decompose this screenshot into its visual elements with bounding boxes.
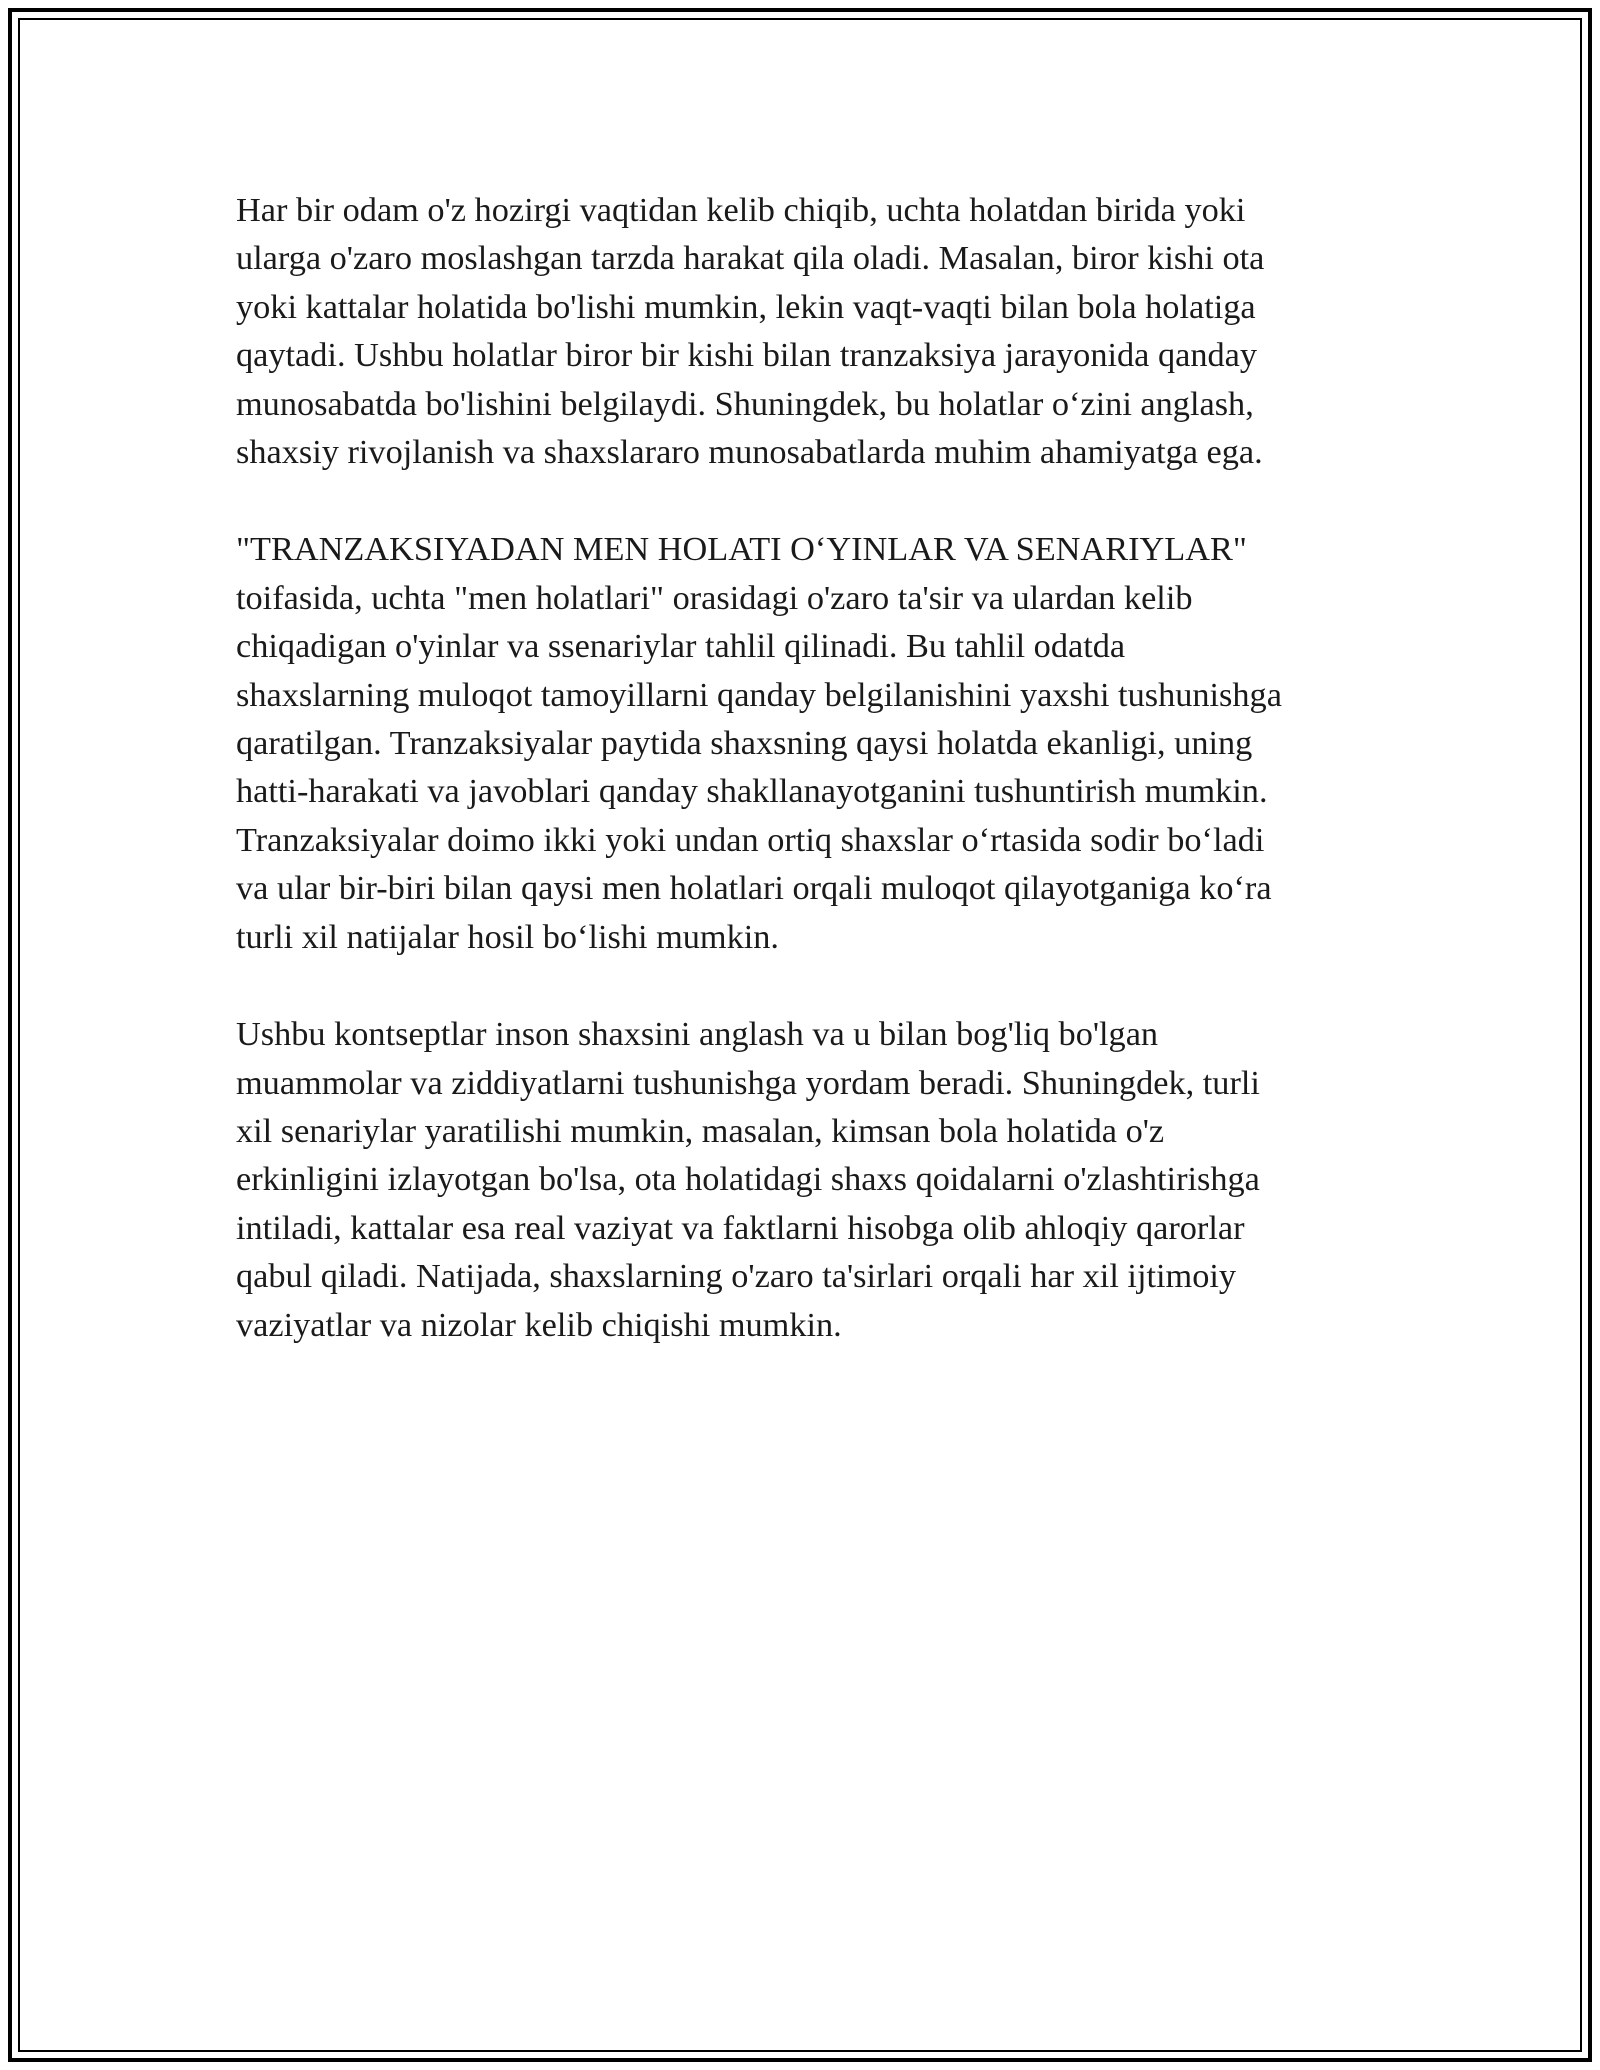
- paragraph-line: shaxsiy rivojlanish va shaxslararo munosabatlarda muhim ahamiyatga ega.: [236, 433, 1263, 472]
- paragraph-line: shaxslarning muloqot tamoyillarni qanday belgilanishini yaxshi tushunishga: [236, 675, 1282, 714]
- paragraph-line: Har bir odam o'z hozirgi vaqtidan kelib chiqib, uchta holatdan birida yoki: [236, 191, 1246, 229]
- paragraph-line: munosabatda bo'lishini belgilaydi. Shuningdek, bu holatlar o‘zini anglash,: [236, 384, 1254, 423]
- paragraph-line: Ushbu kontseptlar inson shaxsini anglash va u bilan bog'liq bo'lgan: [236, 1015, 1159, 1054]
- paragraph-line: muammolar va ziddiyatlarni tushunishga yordam beradi. Shuningdek, turli: [236, 1063, 1260, 1102]
- paragraph-line: "TRANZAKSIYADAN MEN HOLATI O‘YINLAR VA SENARIYLAR": [236, 530, 1247, 569]
- paragraph-line: hatti-harakati va javoblari qanday shakllanayotganini tushuntirish mumkin.: [236, 772, 1268, 811]
- paragraph-line: turli xil natijalar hosil bo‘lishi mumkin.: [236, 917, 779, 956]
- paragraph-line: qabul qiladi. Natijada, shaxslarning o'zaro ta'sirlari orqali har xil ijtimoiy: [236, 1257, 1237, 1296]
- paragraph-line: toifasida, uchta "men holatlari" orasidagi o'zaro ta'sir va ulardan kelib: [236, 578, 1193, 617]
- paragraph-2: [236, 525, 1366, 961]
- paragraph-line: va ular bir-biri bilan qaysi men holatlari orqali muloqot qilayotganiga ko‘ra: [236, 869, 1272, 908]
- paragraph-line: xil senariylar yaratilishi mumkin, masalan, kimsan bola holatida o'z: [236, 1111, 1165, 1150]
- paragraph-line: vaziyatlar va nizolar kelib chiqishi mumkin.: [236, 1305, 842, 1344]
- paragraph-line: chiqadigan o'yinlar va ssenariylar tahlil qilinadi. Bu tahlil odatda: [236, 627, 1126, 666]
- paragraph-1: [236, 186, 1366, 476]
- paragraph-line: ularga o'zaro moslashgan tarzda harakat qila oladi. Masalan, biror kishi ota: [236, 239, 1265, 278]
- document-body: [236, 186, 1366, 1398]
- paragraph-line: intiladi, kattalar esa real vaziyat va faktlarni hisobga olib ahloqiy qarorlar: [236, 1208, 1245, 1247]
- paragraph-3: [236, 1010, 1366, 1349]
- paragraph-line: Tranzaksiyalar doimo ikki yoki undan ortiq shaxslar o‘rtasida sodir bo‘ladi: [236, 820, 1265, 859]
- paragraph-line: yoki kattalar holatida bo'lishi mumkin, lekin vaqt-vaqti bilan bola holatiga: [236, 287, 1256, 326]
- paragraph-line: qaytadi. Ushbu holatlar biror bir kishi bilan tranzaksiya jarayonida qanday: [236, 336, 1257, 375]
- paragraph-line: erkinligini izlayotgan bo'lsa, ota holatidagi shaxs qoidalarni o'zlashtirishga: [236, 1160, 1260, 1199]
- paragraph-line: qaratilgan. Tranzaksiyalar paytida shaxsning qaysi holatda ekanligi, uning: [236, 724, 1253, 763]
